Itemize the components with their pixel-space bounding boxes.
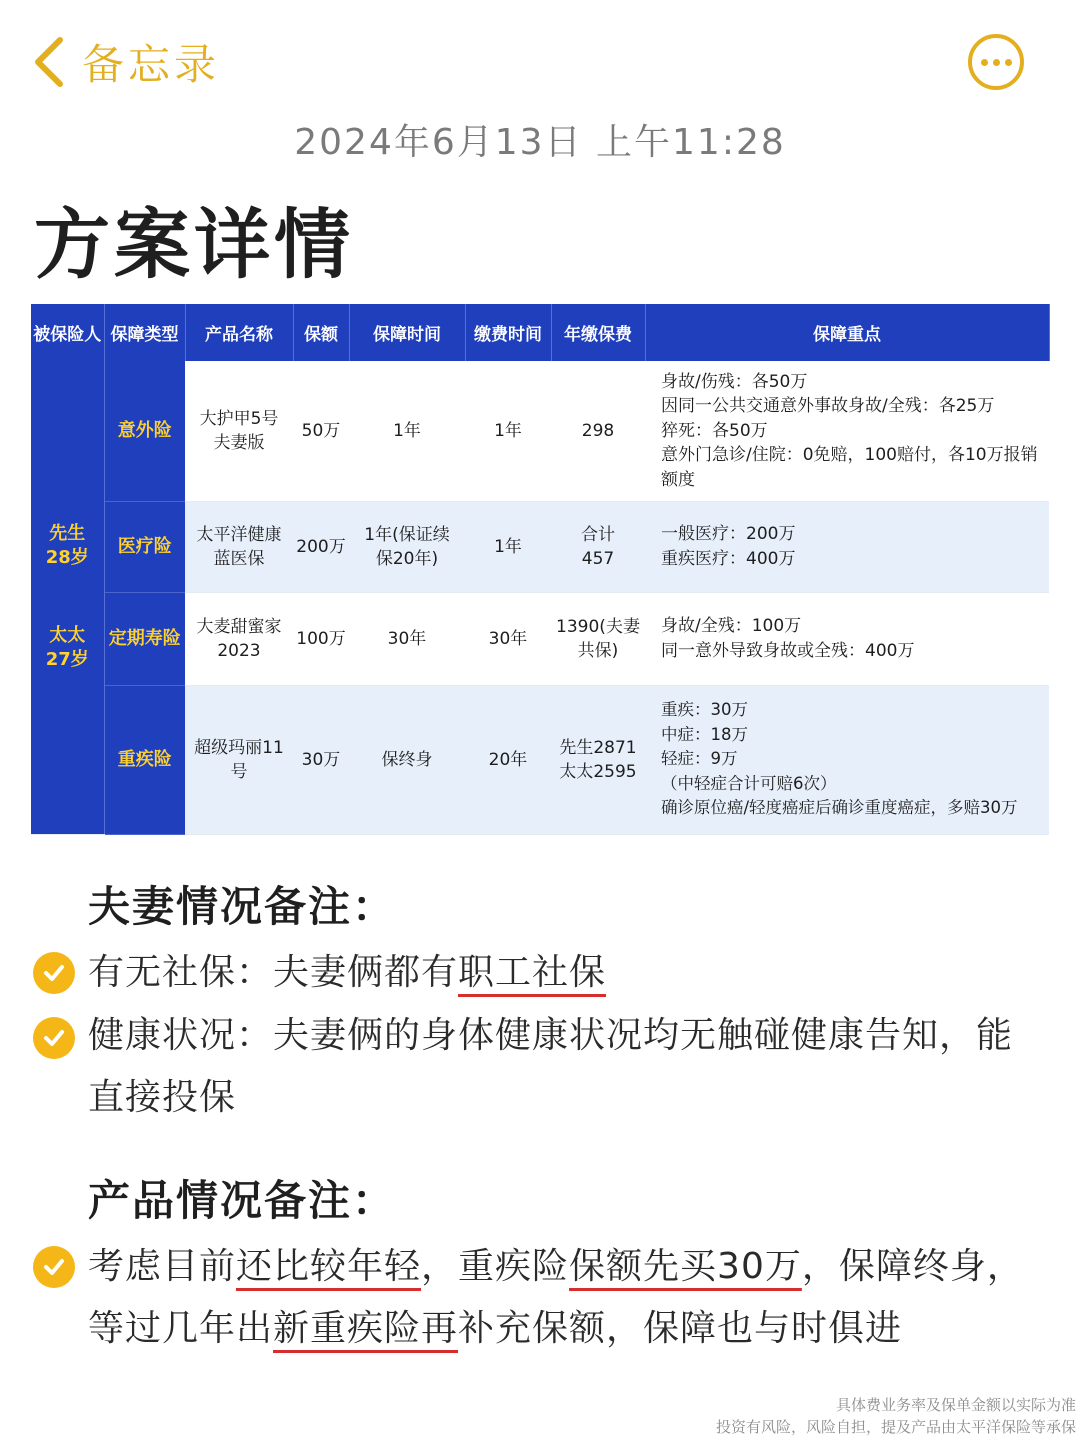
note-text: 有无社保：夫妻俩都有 [88, 952, 459, 993]
product-notes-heading: 产品情况备注： [88, 1176, 397, 1225]
annual-premium: 298 [551, 361, 645, 501]
table-row [31, 501, 1049, 592]
disclaimer-line: 具体费业务率及保单金额以实际为准 [835, 1396, 1076, 1414]
insured-cell [31, 361, 104, 834]
focus-line: 身故/全残：100万 [661, 616, 802, 636]
insured-husband: 先生 [49, 523, 86, 545]
annual-premium-text: 合计457 [581, 524, 615, 569]
sum-insured: 200万 [293, 501, 349, 592]
sum-insured: 50万 [293, 361, 349, 501]
coverage-type: 定期寿险 [104, 592, 185, 685]
note-highlight: 职工社保 [458, 952, 607, 993]
header-cell: 保障时间 [349, 304, 465, 361]
coverage-period-text: 1年(保证续保20年) [364, 524, 450, 569]
annual-premium [551, 501, 645, 592]
header-cell: 年缴保费 [551, 304, 645, 361]
focus-line: 因同一公共交通意外事故身故/全残：各25万 [661, 396, 995, 416]
focus-line: 身故/伤残：各50万 [661, 371, 808, 392]
sum-insured: 100万 [293, 592, 349, 685]
product-name [185, 685, 293, 834]
coverage-focus [645, 361, 1049, 501]
insured-wife-age: 27岁 [45, 649, 89, 671]
page-title: 方案详情 [34, 200, 354, 289]
annual-premium [551, 685, 645, 834]
insured-wife: 太太 [49, 625, 86, 647]
product-name [185, 361, 293, 501]
note-text: ，保障终身，等过几年出 [88, 1246, 1024, 1349]
product-note [88, 1236, 1048, 1360]
product-name-text: 大麦甜蜜家2023 [196, 616, 282, 661]
payment-period: 30年 [465, 592, 551, 685]
coverage-focus [645, 592, 1049, 685]
checkmark-icon [33, 1246, 75, 1288]
disclaimer-line: 投资有风险，风险自担，提及产品由太平洋保险等承保 [715, 1418, 1076, 1436]
header-cell: 保障重点 [645, 304, 1049, 361]
product-name [185, 501, 293, 592]
note-highlight: 新重疾险再 [273, 1308, 459, 1349]
header-cell: 保额 [293, 304, 349, 361]
product-name-text: 超级玛丽11号 [194, 737, 284, 782]
plan-table [31, 304, 1050, 835]
sum-insured: 30万 [293, 685, 349, 834]
table-row [31, 592, 1049, 685]
payment-period: 20年 [465, 685, 551, 834]
focus-line: （中轻症合计可赔6次） [661, 773, 837, 793]
focus-line: 轻症：9万 [661, 749, 738, 769]
coverage-period [349, 501, 465, 592]
header-cell: 产品名称 [185, 304, 293, 361]
back-label: 备忘录 [82, 40, 221, 89]
payment-period: 1年 [465, 361, 551, 501]
focus-line: 猝死：各50万 [661, 420, 768, 441]
note-timestamp: 2024年6月13日 上午11:28 [294, 122, 786, 163]
annual-premium [551, 592, 645, 685]
product-name-text: 大护甲5号夫妻版 [199, 408, 279, 453]
product-name-text: 太平洋健康蓝医保 [196, 524, 282, 569]
focus-line: 意外门急诊/住院：0免赔，100赔付，各10万报销额度 [661, 445, 1038, 490]
insured-husband-age: 28岁 [45, 547, 89, 569]
note-highlight: 还比较年轻 [236, 1246, 422, 1287]
more-options-icon[interactable] [968, 34, 1024, 90]
header-cell: 缴费时间 [465, 304, 551, 361]
coverage-type: 重疾险 [104, 685, 185, 834]
back-button[interactable] [30, 32, 220, 92]
focus-line: 重疾医疗：400万 [661, 548, 796, 569]
couple-notes-heading: 夫妻情况备注： [88, 882, 397, 931]
header-cell: 保障类型 [104, 304, 185, 361]
note-highlight: 保额先买30万 [569, 1246, 802, 1287]
product-name [185, 592, 293, 685]
focus-line: 重疾：30万 [661, 700, 748, 720]
note-text: 考虑目前 [88, 1246, 237, 1287]
focus-line: 确诊原位癌/轻度癌症后确诊重度癌症，多赔30万 [661, 798, 1018, 818]
table-row [31, 361, 1049, 501]
annual-premium-text: 1390(夫妻共保) [556, 616, 640, 661]
focus-line: 一般医疗：200万 [661, 524, 796, 544]
focus-line: 同一意外导致身故或全残：400万 [661, 640, 915, 661]
checkmark-icon [33, 1017, 75, 1059]
chevron-left-icon [30, 34, 70, 90]
table-header-row [31, 304, 1049, 361]
checkmark-icon [33, 952, 75, 994]
payment-period: 1年 [465, 501, 551, 592]
coverage-period: 30年 [349, 592, 465, 685]
nav-bar [0, 0, 1080, 120]
coverage-type: 医疗险 [104, 501, 185, 592]
coverage-focus [645, 685, 1049, 834]
health-status-note: 健康状况：夫妻俩的身体健康状况均无触碰健康告知，能直接投保 [88, 1015, 1014, 1118]
table-row [31, 685, 1049, 834]
coverage-type: 意外险 [104, 361, 185, 501]
note-text: ，重疾险 [421, 1246, 570, 1287]
focus-line: 中症：18万 [661, 724, 748, 744]
social-insurance-note [88, 942, 1048, 1004]
coverage-focus [645, 501, 1049, 592]
disclaimer [716, 1394, 1076, 1438]
coverage-period: 1年 [349, 361, 465, 501]
annual-premium-text: 先生2871太太2595 [559, 737, 637, 782]
coverage-period: 保终身 [349, 685, 465, 834]
header-cell: 被保险人 [31, 304, 104, 361]
note-text: 补充保额，保障也与时俱进 [458, 1308, 903, 1349]
